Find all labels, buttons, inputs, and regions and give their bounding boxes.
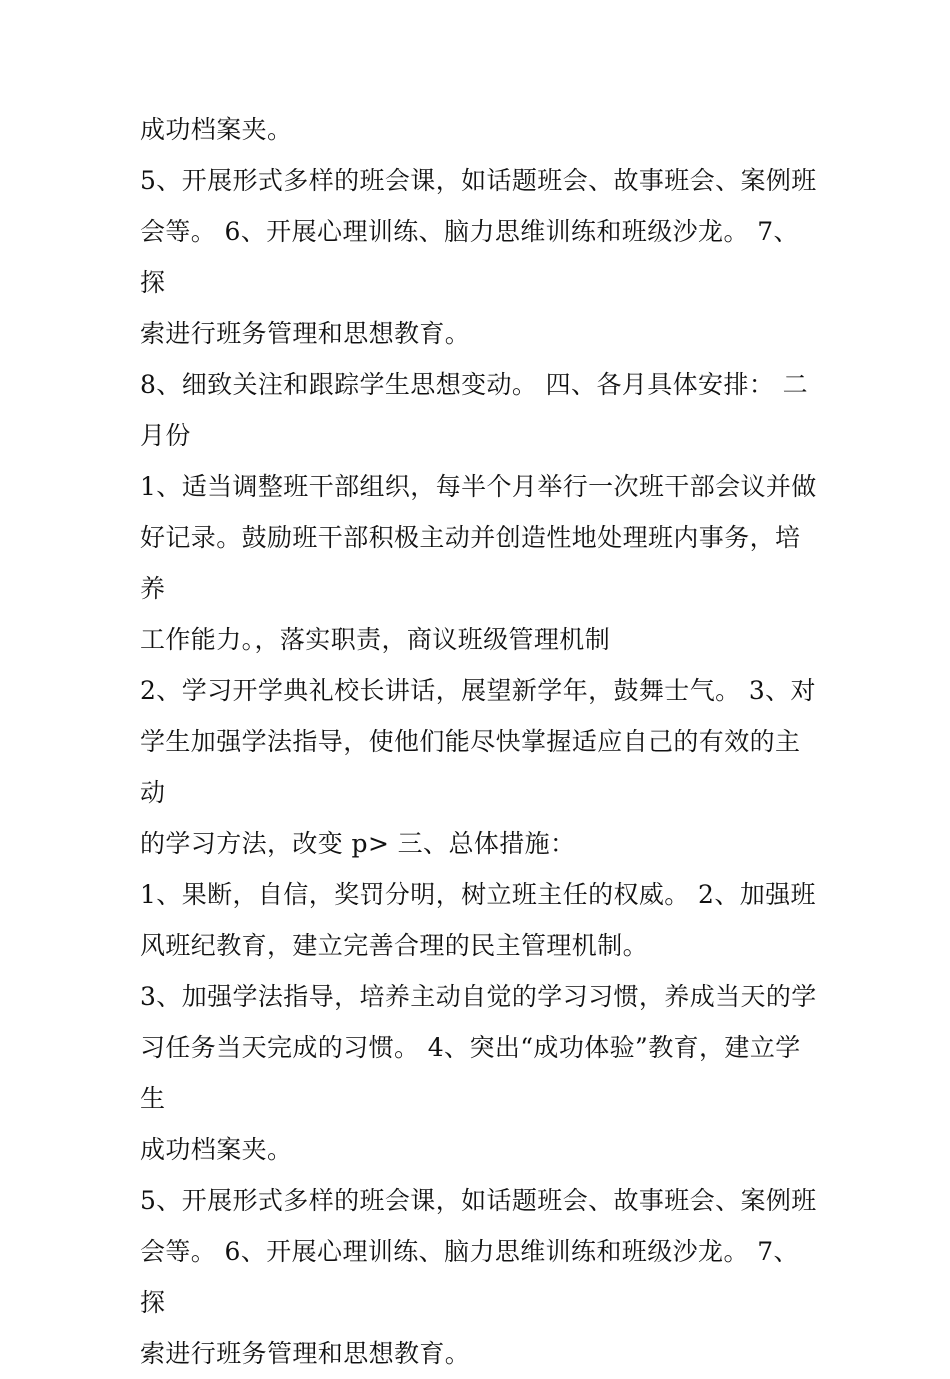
- text-line: 月份: [140, 421, 191, 450]
- text-line: 工作能力。，落实职责，商议班级管理机制: [140, 625, 611, 654]
- text-line: 2、学习开学典礼校长讲话，展望新学年，鼓舞士气。 3、对: [140, 676, 816, 705]
- text-line: 成功档案夹。: [140, 115, 293, 144]
- text-line: 成功档案夹。: [140, 1135, 293, 1164]
- text-line: 8、细致关注和跟踪学生思想变动。 四、各月具体安排： 二: [140, 370, 809, 399]
- text-line: 5、开展形式多样的班会课，如话题班会、故事班会、案例班: [140, 166, 817, 195]
- text-line: 会等。 6、开展心理训练、脑力思维训练和班级沙龙。 7、探: [140, 1237, 799, 1317]
- text-line: 5、开展形式多样的班会课，如话题班会、故事班会、案例班: [140, 1186, 817, 1215]
- document-body: [140, 104, 820, 1379]
- text-line: 好记录。鼓励班干部积极主动并创造性地处理班内事务，培养: [140, 523, 801, 603]
- text-line: 3、加强学法指导，培养主动自觉的学习习惯，养成当天的学: [140, 982, 817, 1011]
- text-line: 习任务当天完成的习惯。 4、突出“成功体验”教育，建立学生: [140, 1033, 801, 1113]
- text-line: 风班纪教育，建立完善合理的民主管理机制。: [140, 931, 649, 960]
- text-line: 的学习方法，改变 p> 三、总体措施：: [140, 829, 576, 858]
- text-line: 1、果断，自信，奖罚分明，树立班主任的权威。 2、加强班: [140, 880, 816, 909]
- text-line: 学生加强学法指导，使他们能尽快掌握适应自己的有效的主动: [140, 727, 801, 807]
- text-line: 会等。 6、开展心理训练、脑力思维训练和班级沙龙。 7、探: [140, 217, 799, 297]
- text-line: 索进行班务管理和思想教育。: [140, 1339, 471, 1368]
- text-line: 1、适当调整班干部组织，每半个月举行一次班干部会议并做: [140, 472, 817, 501]
- text-line: 索进行班务管理和思想教育。: [140, 319, 471, 348]
